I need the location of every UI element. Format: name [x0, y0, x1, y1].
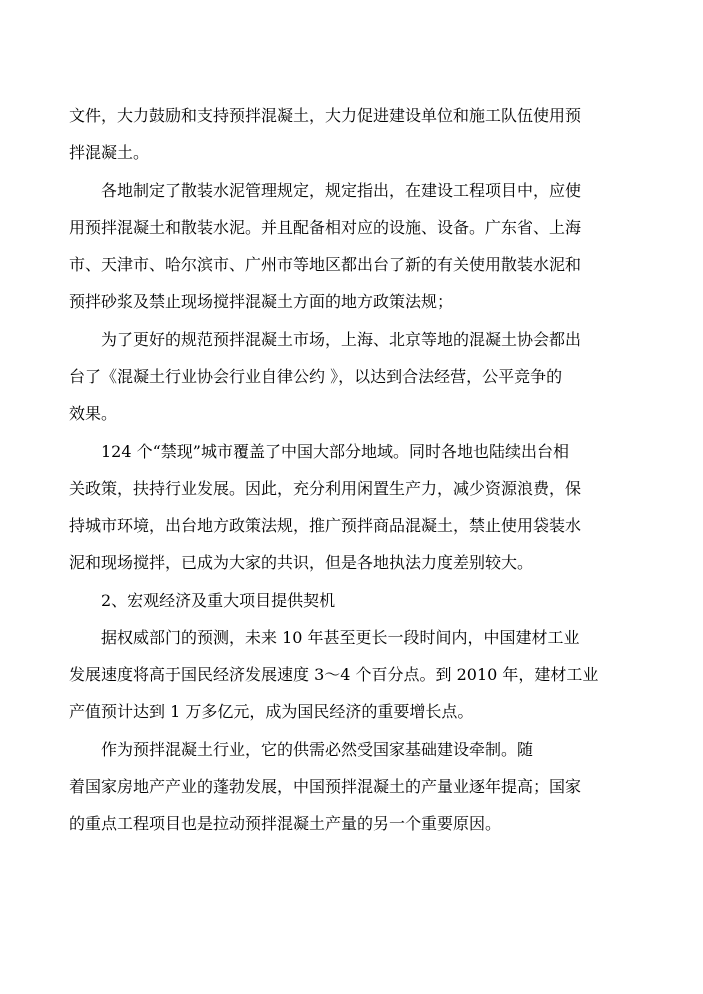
text-line: 预拌砂浆及禁止现场搅拌混凝土方面的地方政策法规；	[69, 292, 454, 311]
text-line: 发展速度将高于国民经济发展速度 3～4 个百分点。到 2010 年，建材工业	[69, 665, 599, 684]
text-line: 市、天津市、哈尔滨市、广州市等地区都出台了新的有关使用散装水泥和	[69, 255, 582, 274]
text-line: 关政策，扶持行业发展。因此，充分利用闲置生产力，减少资源浪费，保	[69, 479, 582, 498]
section-heading: 2、宏观经济及重大项目提供契机	[101, 591, 336, 610]
paragraph-start: 为了更好的规范预拌混凝土市场，上海、北京等地的混凝土协会都出	[101, 330, 582, 349]
paragraph-start: 124 个“禁现”城市覆盖了中国大部分地域。同时各地也陆续出台相	[101, 442, 569, 461]
text-line: 持城市环境，出台地方政策法规，推广预拌商品混凝土，禁止使用袋装水	[69, 516, 582, 535]
text-line: 产值预计达到 1 万多亿元，成为国民经济的重要增长点。	[69, 702, 474, 721]
text-line: 着国家房地产产业的蓬勃发展，中国预拌混凝土的产量业逐年提高；国家	[69, 777, 582, 796]
text-line: 拌混凝土。	[69, 143, 150, 162]
text-line: 用预拌混凝土和散装水泥。并且配备相对应的设施、设备。广东省、上海	[69, 218, 582, 237]
paragraph-start: 作为预拌混凝土行业，它的供需必然受国家基础建设牵制。随	[101, 740, 534, 759]
text-line: 台了《混凝土行业协会行业自律公约 》，以达到合法经营，公平竞争的	[69, 367, 563, 386]
text-line: 文件，大力鼓励和支持预拌混凝土，大力促进建设单位和施工队伍使用预	[69, 106, 582, 125]
text-line: 泥和现场搅拌，已成为大家的共识，但是各地执法力度差别较大。	[69, 553, 534, 572]
paragraph-start: 各地制定了散装水泥管理规定，规定指出，在建设工程项目中，应使	[101, 181, 582, 200]
paragraph-start: 据权威部门的预测，未来 10 年甚至更长一段时间内，中国建材工业	[101, 628, 580, 647]
text-line: 的重点工程项目也是拉动预拌混凝土产量的另一个重要原因。	[69, 814, 502, 833]
text-line: 效果。	[69, 404, 118, 423]
